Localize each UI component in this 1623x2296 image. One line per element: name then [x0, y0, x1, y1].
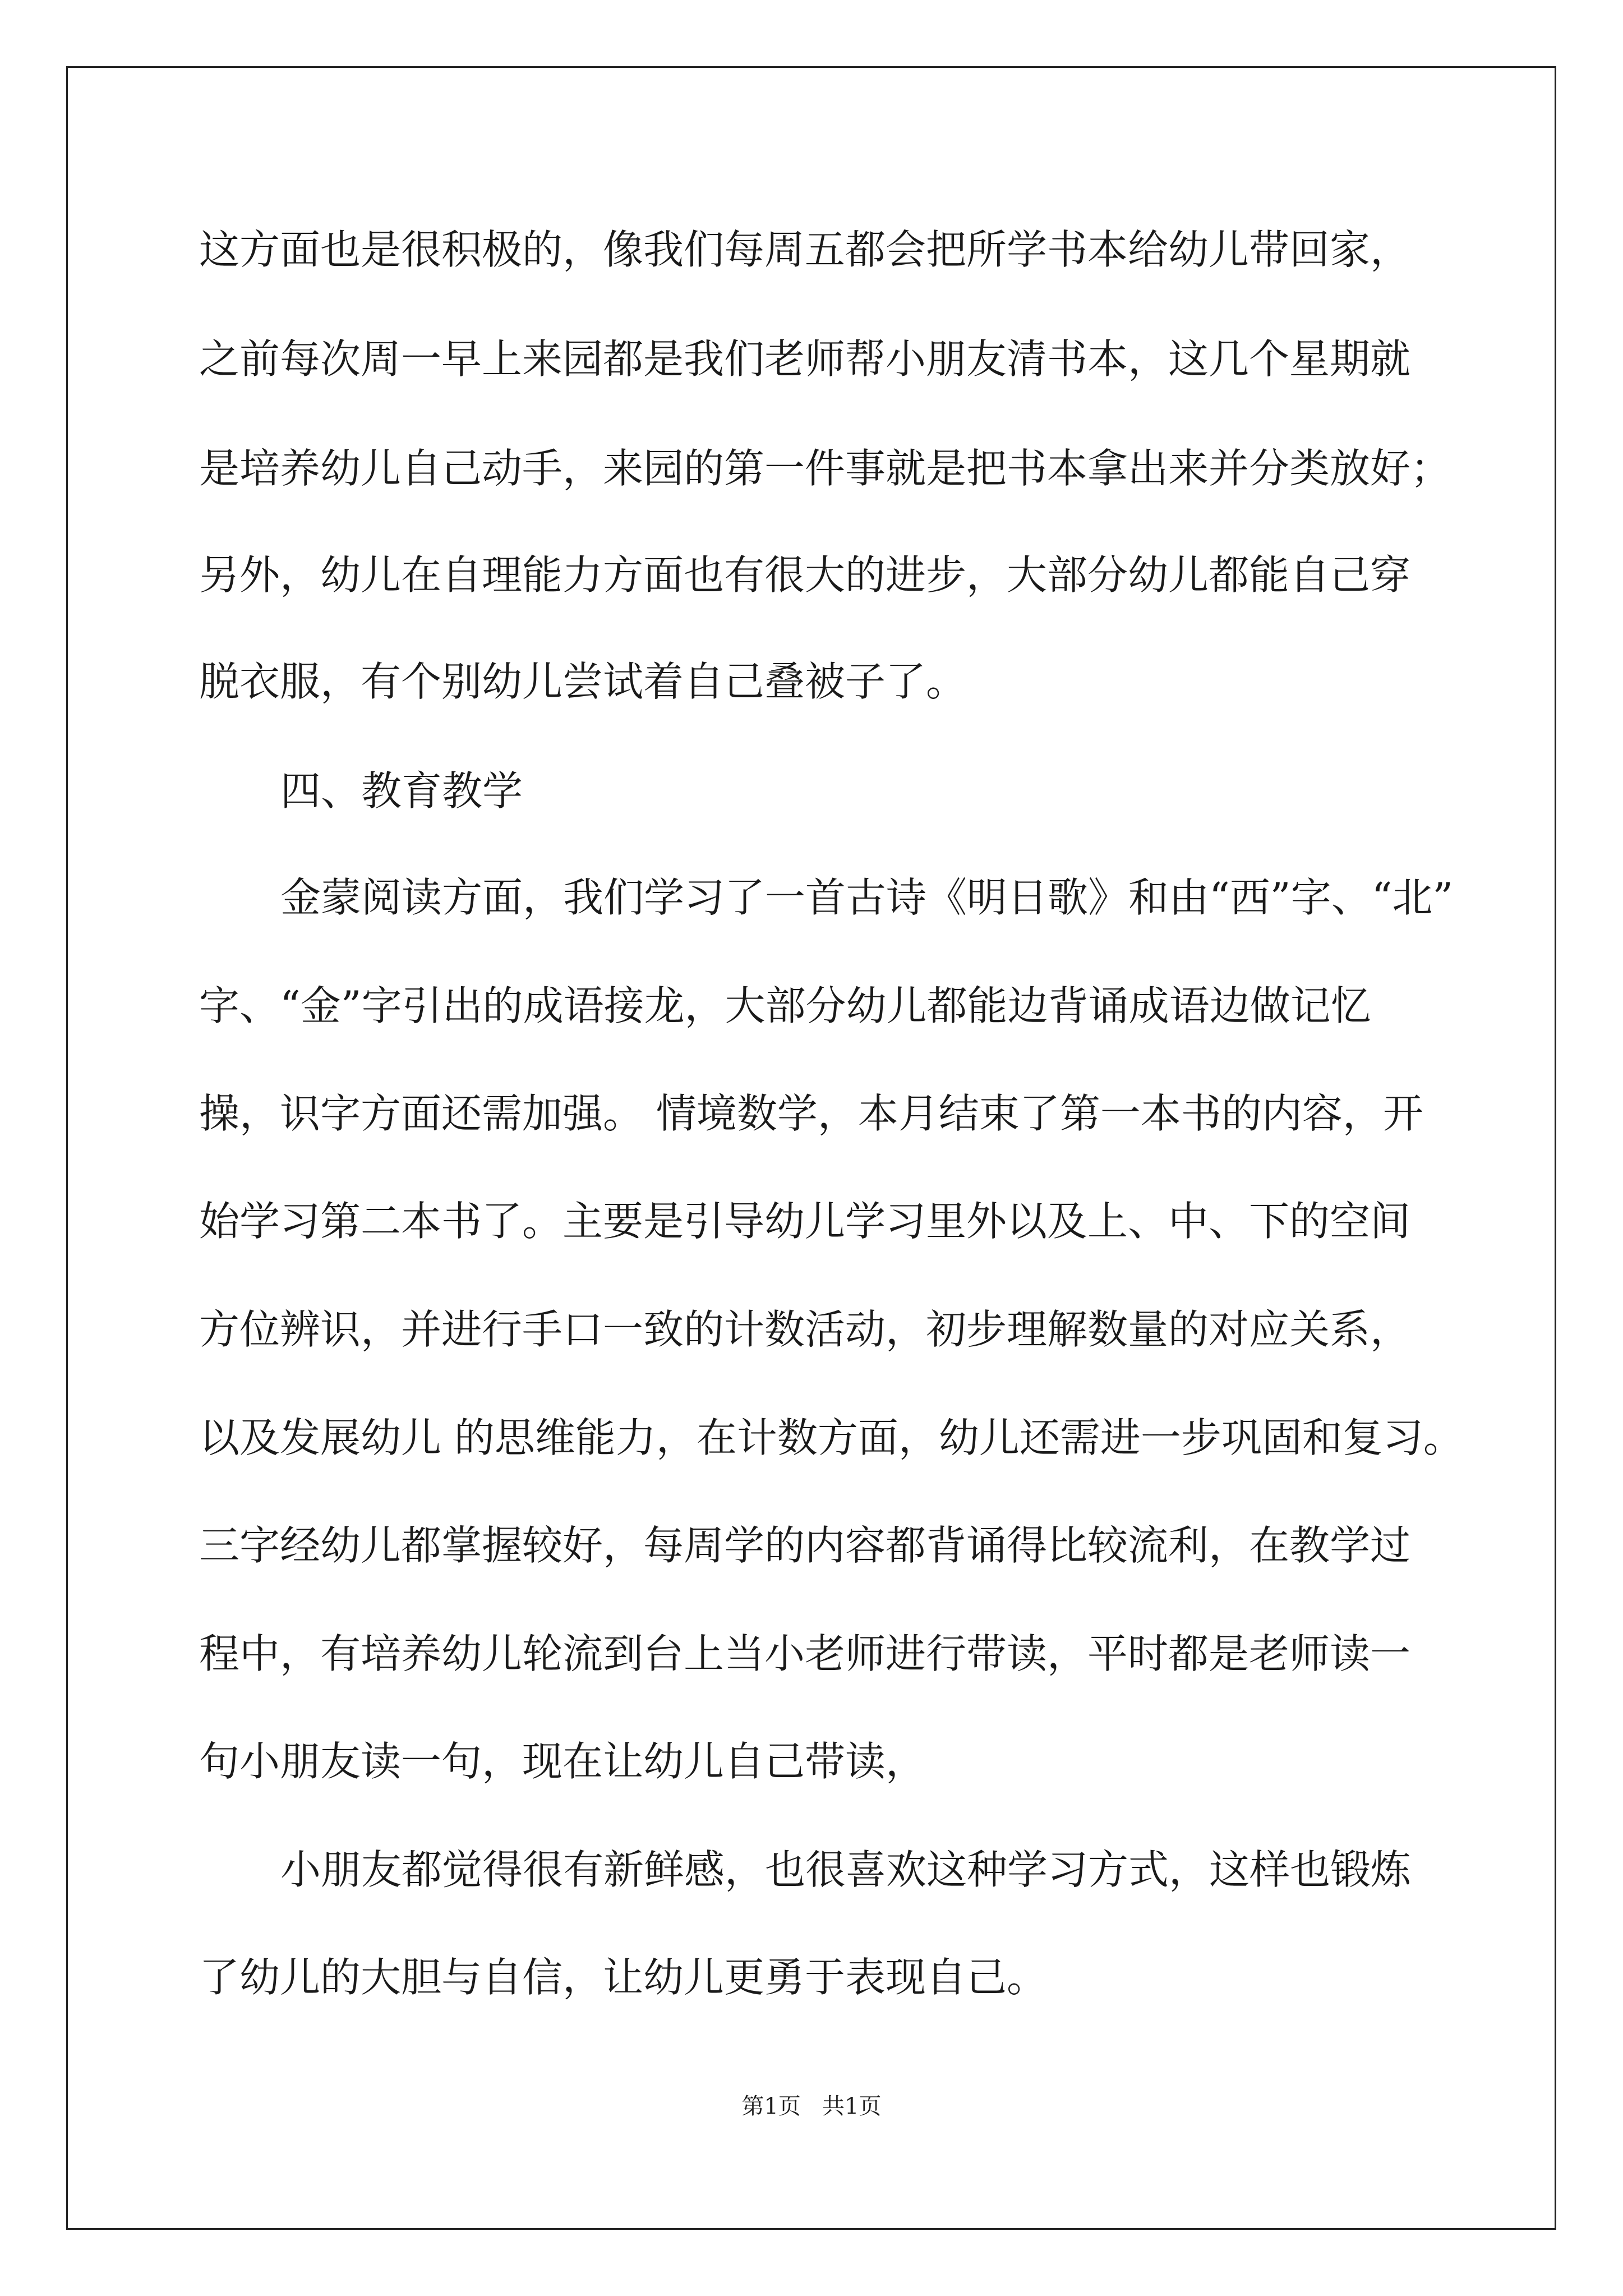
paragraph-line: 小朋友都觉得很有新鲜感，也很喜欢这种学习方式，这样也锻炼: [280, 1846, 1412, 1893]
page-footer: 第1页 共1页: [741, 2093, 882, 2119]
paragraph-line: 这方面也是很积极的，像我们每周五都会把所学书本给幼儿带回家，: [199, 226, 1411, 273]
paragraph-line: 脱衣服，有个别幼儿尝试着自己叠被子了。: [199, 658, 967, 705]
paragraph-line: 了幼儿的大胆与自信，让幼儿更勇于表现自己。: [199, 1954, 1048, 2001]
paragraph-line: 方位辨识，并进行手口一致的计数活动，初步理解数量的对应关系，: [199, 1306, 1411, 1353]
paragraph-line: 始学习第二本书了。主要是引导幼儿学习里外以及上、中、下的空间: [199, 1198, 1411, 1245]
paragraph-line: 句小朋友读一句，现在让幼儿自己带读，: [199, 1738, 926, 1785]
section-heading: 四、教育教学: [280, 767, 523, 815]
paragraph-line: 是培养幼儿自己动手，来园的第一件事就是把书本拿出来并分类放好；: [199, 445, 1451, 492]
paragraph-line: 另外，幼儿在自理能力方面也有很大的进步，大部分幼儿都能自己穿: [199, 551, 1411, 599]
paragraph-line: 金蒙阅读方面，我们学习了一首古诗《明日歌》和由“西”字、“北”: [280, 874, 1454, 921]
paragraph-line: 程中，有培养幼儿轮流到台上当小老师进行带读，平时都是老师读一: [199, 1630, 1411, 1677]
page-border: [66, 66, 1556, 2230]
paragraph-line: 操，识字方面还需加强。 情境数学，本月结束了第一本书的内容，开: [199, 1090, 1423, 1137]
paragraph-line: 三字经幼儿都掌握较好，每周学的内容都背诵得比较流利，在教学过: [199, 1522, 1411, 1569]
paragraph-line: 之前每次周一早上来园都是我们老师帮小朋友清书本，这几个星期就: [199, 335, 1411, 383]
paragraph-line: 字、“金”字引出的成语接龙，大部分幼儿都能边背诵成语边做记忆: [199, 982, 1371, 1029]
paragraph-line: 以及发展幼儿 的思维能力，在计数方面，幼儿还需进一步巩固和复习。: [199, 1414, 1464, 1461]
